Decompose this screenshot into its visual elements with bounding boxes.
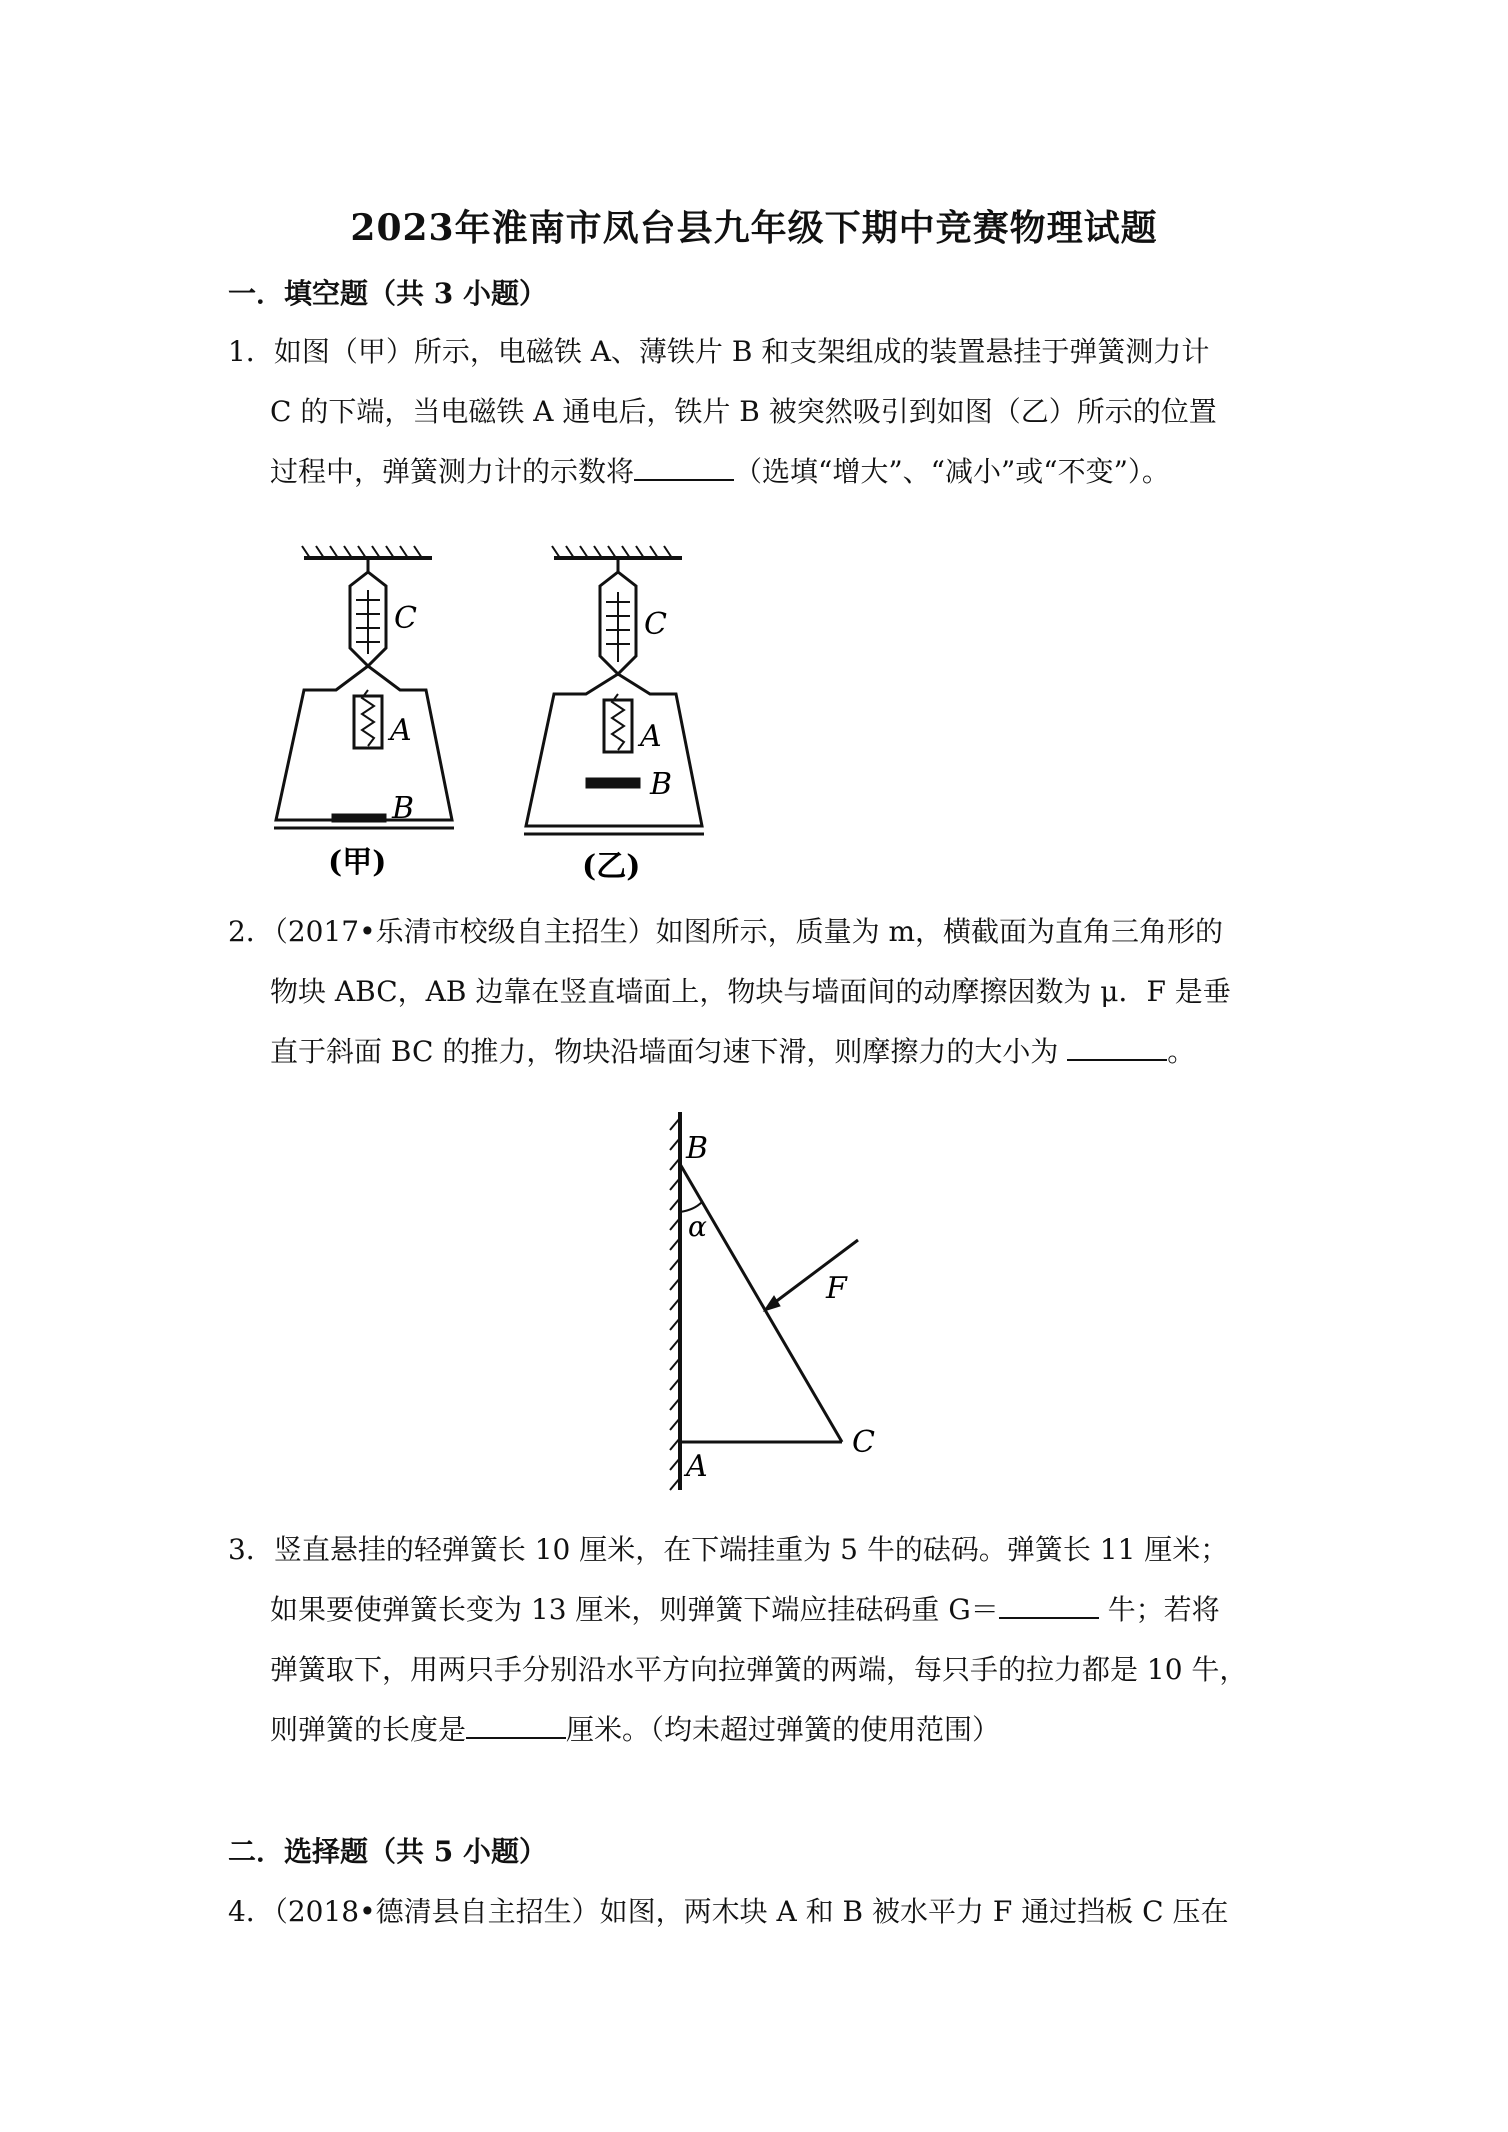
q2-figure xyxy=(640,1100,920,1500)
q2-fig-label-c: C xyxy=(852,1425,875,1460)
q1-line-3-pre: 过程中，弹簧测力计的示数将 xyxy=(270,455,635,488)
section-heading-fill-blank: 一．填空题（共 3 小题） xyxy=(228,277,547,310)
q3-line-1: 3．竖直悬挂的轻弹簧长 10 厘米，在下端挂重为 5 牛的砝码。弹簧长 11 厘米； xyxy=(228,1533,1229,1566)
q1-line-1: 1．如图（甲）所示，电磁铁 A、薄铁片 B 和支架组成的装置悬挂于弹簧测力计 xyxy=(228,335,1210,368)
q3-line-4-post: 厘米。（均未超过弹簧的使用范围） xyxy=(566,1713,1001,1746)
q3-line-2-post: 牛；若将 xyxy=(1098,1593,1220,1626)
q1-fig-caption-left: (甲) xyxy=(328,845,387,880)
q3-line-2-pre: 如果要使弹簧长变为 13 厘米，则弹簧下端应挂砝码重 G＝ xyxy=(270,1593,999,1626)
q2-answer-blank xyxy=(1067,1033,1167,1061)
q1-answer-blank xyxy=(634,453,734,481)
q4-line-1: 4．（2018•德清县自主招生）如图，两木块 A 和 B 被水平力 F 通过挡板 C 压在 xyxy=(228,1895,1229,1928)
q1-fig-label-c-left: C xyxy=(394,601,417,636)
q3-answer-blank-2 xyxy=(466,1711,566,1739)
q1-fig-caption-right: (乙) xyxy=(582,849,641,884)
q1-figure xyxy=(260,530,720,890)
q1-fig-label-c-right: C xyxy=(644,607,667,642)
q3-answer-blank-1 xyxy=(999,1591,1099,1619)
q1-fig-label-a-left: A xyxy=(390,713,412,748)
section-heading-multiple-choice: 二．选择题（共 5 小题） xyxy=(228,1835,547,1868)
q3-line-4-pre: 则弹簧的长度是 xyxy=(270,1713,467,1746)
q1-line-3 xyxy=(228,442,1298,502)
q1-line-3-post: （选填“增大”、“减小”或“不变”）。 xyxy=(734,455,1170,488)
page-title: 2023年淮南市凤台县九年级下期中竞赛物理试题 xyxy=(350,207,1158,249)
q3-line-4 xyxy=(228,1700,1298,1760)
q1-line-2: C 的下端，当电磁铁 A 通电后，铁片 B 被突然吸引到如图（乙）所示的位置 xyxy=(270,395,1217,428)
q2-fig-label-alpha: α xyxy=(688,1210,707,1243)
q2-line-1: 2．（2017•乐清市校级自主招生）如图所示，质量为 m，横截面为直角三角形的 xyxy=(228,915,1224,948)
q2-line-3-post: 。 xyxy=(1167,1035,1196,1068)
q2-line-3 xyxy=(228,1022,1298,1082)
q2-fig-label-f: F xyxy=(826,1271,847,1306)
question-4 xyxy=(228,1882,1298,1942)
question-1 xyxy=(228,322,1298,502)
q3-line-3: 弹簧取下，用两只手分别沿水平方向拉弹簧的两端，每只手的拉力都是 10 牛， xyxy=(270,1653,1248,1686)
q2-fig-label-a: A xyxy=(686,1449,708,1484)
q1-fig-label-b-left: B xyxy=(392,791,415,826)
question-3 xyxy=(228,1520,1298,1760)
q2-line-3-pre: 直于斜面 BC 的推力，物块沿墙面匀速下滑，则摩擦力的大小为 xyxy=(270,1035,1059,1068)
question-2 xyxy=(228,902,1298,1082)
q2-fig-label-b: B xyxy=(686,1131,709,1166)
q1-fig-label-b-right: B xyxy=(650,767,673,802)
q2-line-2: 物块 ABC，AB 边靠在竖直墙面上，物块与墙面间的动摩擦因数为 μ．F 是垂 xyxy=(270,975,1231,1008)
q1-fig-label-a-right: A xyxy=(640,719,662,754)
q3-line-2 xyxy=(228,1580,1298,1640)
